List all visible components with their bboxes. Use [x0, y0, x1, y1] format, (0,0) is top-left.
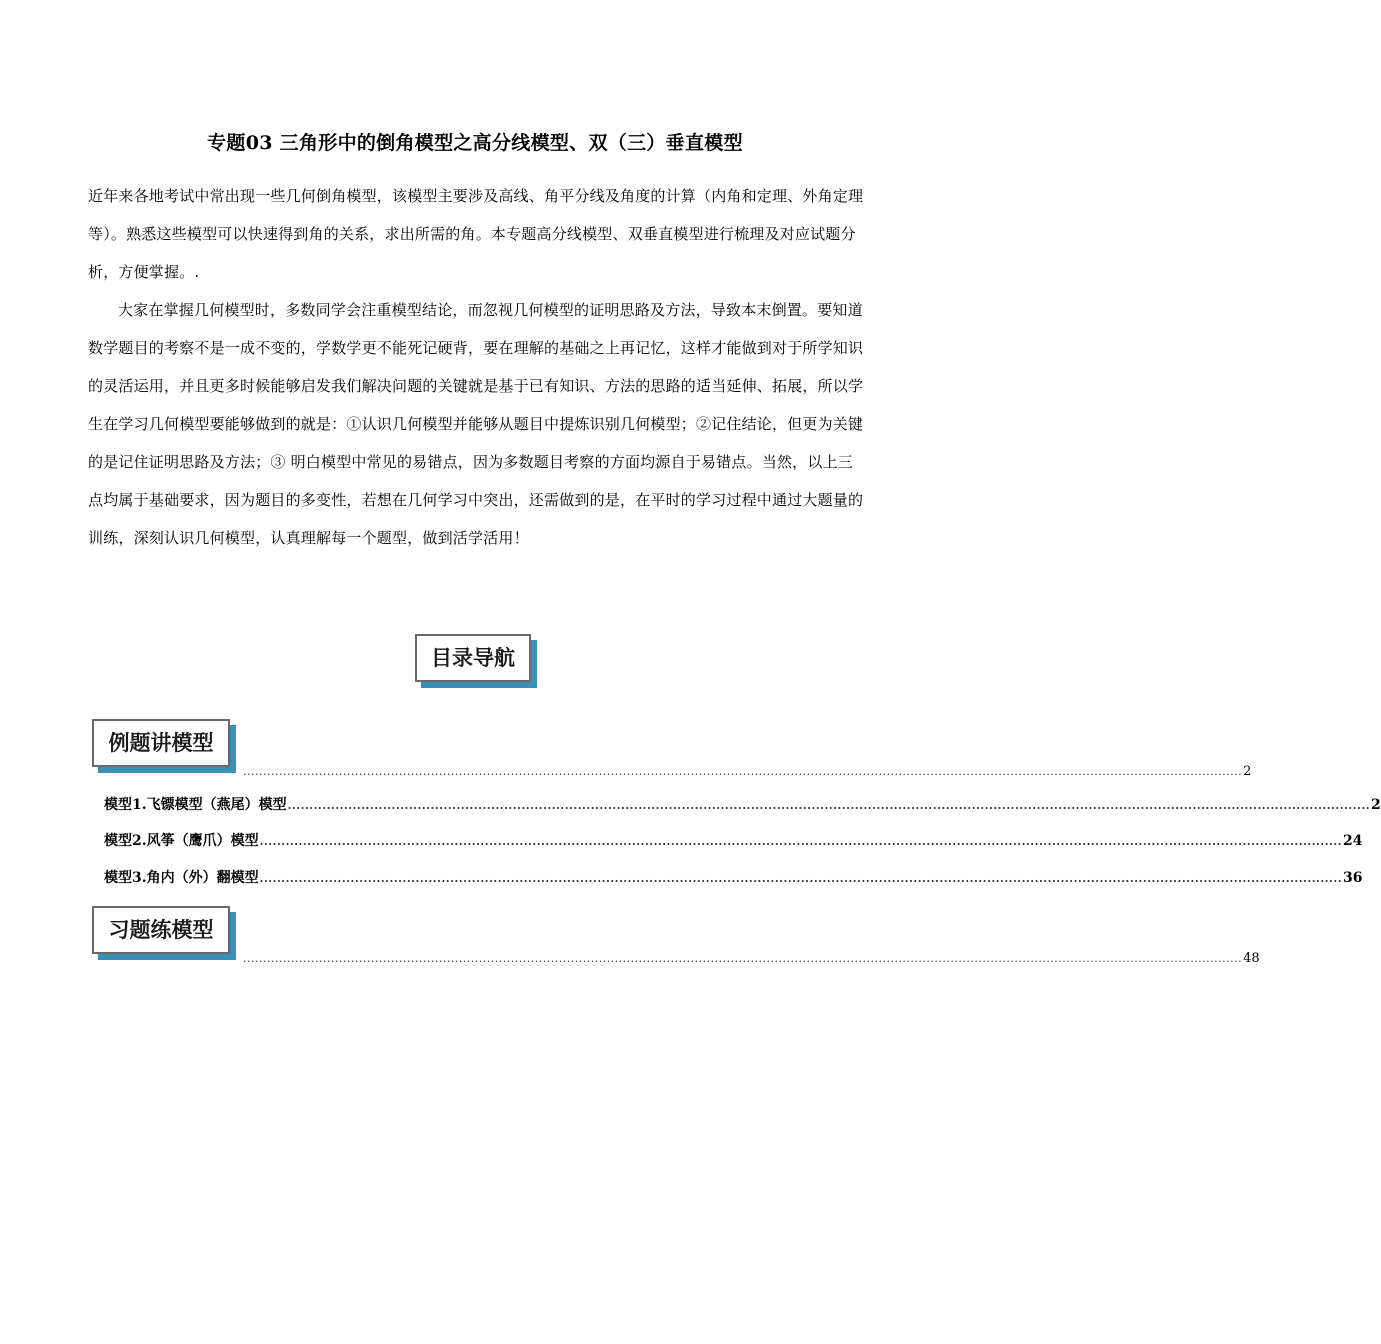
intro-paragraph-1: 近年来各地考试中常出现一些几何倒角模型，该模型主要涉及高线、角平分线及角度的计算（内角和定理、外角定理等）。熟悉这些模型可以快速得到角的关系，求出所需的角。本专题高分线模型、双垂直模型进行梳理及对应试题分析，方便掌握。. [88, 187, 864, 281]
toc-entry-model-2[interactable] [104, 830, 1363, 850]
toc-entry-label: 模型1.飞镖模型（燕尾）模型 [104, 797, 287, 813]
intro-text [88, 177, 868, 557]
toc-leader-dots: .......................................................................................................................................................................................................................................................... [243, 952, 1243, 965]
toc-entry-label: 模型2.风筝（鹰爪）模型 [104, 833, 259, 849]
toc-entry-model-3[interactable] [104, 867, 1363, 887]
toc-leader-dots: .......................................................................................................................................................................................................................................................... [259, 835, 1343, 848]
toc-page-number: 2 [1371, 797, 1381, 813]
section-banner-examples: 例题讲模型 [92, 719, 230, 767]
toc-entry-exercises[interactable] [242, 951, 1260, 966]
toc-leader-dots: .......................................................................................................................................................................................................................................................... [287, 799, 1371, 812]
document-title: 专题03 三角形中的倒角模型之高分线模型、双（三）垂直模型 [207, 132, 743, 154]
toc-page-number: 48 [1243, 951, 1260, 966]
toc-page-number: 24 [1343, 833, 1363, 849]
toc-entry-model-1[interactable] [104, 794, 1381, 814]
intro-paragraph-2: 大家在掌握几何模型时，多数同学会注重模型结论，而忽视几何模型的证明思路及方法，导致本末倒置。要知道数学题目的考察不是一成不变的，学数学更不能死记硬背，要在理解的基础之上再记忆，这样才能做到对于所学知识的灵活运用，并且更多时候能够启发我们解决问题的关键就是基于已有知识、方法的思路的适当延伸、拓展，所以学生在学习几何模型要能够做到的就是：①认识几何模型并能够从题目中提炼识别几何模型；②记住结论，但更为关键的是记住证明思路及方法；③ 明白模型中常见的易错点，因为多数题目考察的方面均源自于易错点。当然，以上三点均属于基础要求，因为题目的多变性，若想在几何学习中突出，还需做到的是，在平时的学习过程中通过大题量的训练，深刻认识几何模型，认真理解每一个题型，做到活学活用！ [88, 301, 864, 547]
toc-navigation-banner: 目录导航 [415, 634, 531, 682]
toc-entry-examples[interactable] [242, 764, 1252, 779]
toc-leader-dots: .......................................................................................................................................................................................................................................................... [259, 872, 1343, 885]
toc-entry-label: 模型3.角内（外）翻模型 [104, 870, 259, 886]
toc-page-number: 2 [1243, 764, 1252, 779]
toc-leader-dots: .......................................................................................................................................................................................................................................................... [243, 765, 1243, 778]
section-banner-exercises: 习题练模型 [92, 906, 230, 954]
toc-page-number: 36 [1343, 870, 1363, 886]
